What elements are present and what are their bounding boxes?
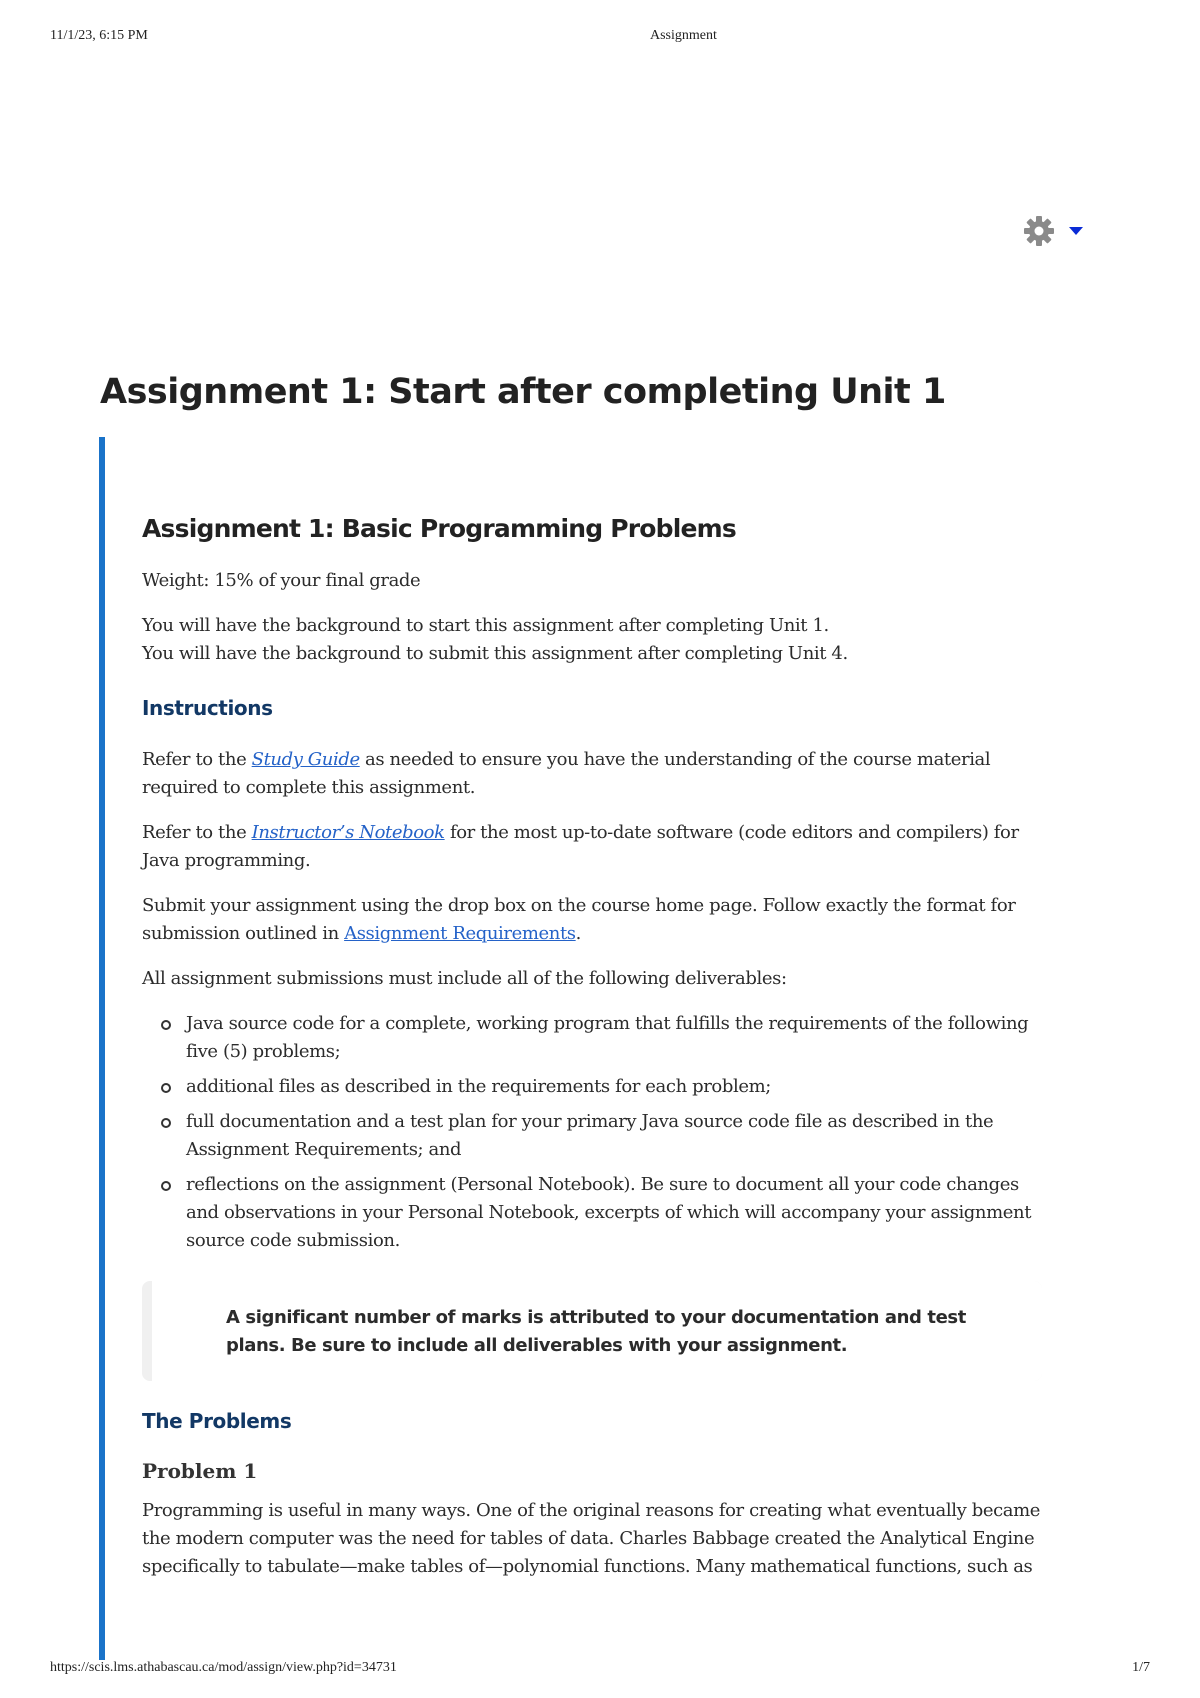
weight-text: Weight: 15% of your final grade xyxy=(142,570,421,591)
list-item xyxy=(142,1073,1042,1101)
print-datetime: 11/1/23, 6:15 PM xyxy=(50,28,148,43)
print-header xyxy=(0,28,1200,48)
background-text xyxy=(142,612,1042,668)
list-item-text: additional files as described in the requirements for each problem; xyxy=(186,1076,771,1097)
settings-menu-button[interactable] xyxy=(1024,216,1084,246)
caret-down-icon[interactable] xyxy=(1068,226,1084,236)
bullet-icon xyxy=(161,1181,171,1191)
assignment-content xyxy=(142,514,1042,1598)
print-footer xyxy=(0,1660,1200,1680)
bullet-icon xyxy=(161,1083,171,1093)
study-guide-link[interactable]: Study Guide xyxy=(251,749,360,770)
content-accent-bar xyxy=(99,437,105,1660)
page-title: Assignment 1: Start after completing Unit 1 xyxy=(100,372,946,412)
problem-1-heading: Problem 1 xyxy=(142,1459,258,1483)
list-item-text: reflections on the assignment (Personal Notebook). Be sure to document all your code changes and observations in your Personal Notebook, excerpts of which will accompany your assignment source code submission. xyxy=(186,1174,1032,1251)
instructions-heading: Instructions xyxy=(142,696,273,720)
list-item-text: Java source code for a complete, working program that fulfills the requirements of the following five (5) problems; xyxy=(186,1013,1029,1062)
callout-text: A significant number of marks is attributed to your documentation and test plans. Be sure to include all deliverables with your assignment. xyxy=(226,1307,966,1356)
para-text: as needed to ensure you have the understanding of the course material required to complete this assignment. xyxy=(142,749,991,798)
list-item xyxy=(142,1010,1042,1066)
instructors-notebook-link[interactable]: Instructor’s Notebook xyxy=(251,822,445,843)
list-item xyxy=(142,1171,1042,1255)
start-line: You will have the background to start this assignment after completing Unit 1. xyxy=(142,615,829,636)
submit-line: You will have the background to submit this assignment after completing Unit 4. xyxy=(142,643,848,664)
problems-heading: The Problems xyxy=(142,1409,292,1433)
callout-box xyxy=(142,1281,1042,1381)
para-text: for the most up-to-date software (code editors and compilers) for Java programming. xyxy=(142,822,1019,871)
list-item xyxy=(142,1108,1042,1164)
assignment-heading: Assignment 1: Basic Programming Problems xyxy=(142,514,736,543)
gear-icon[interactable] xyxy=(1024,216,1054,246)
bullet-icon xyxy=(161,1118,171,1128)
print-page-number: 1/7 xyxy=(1132,1660,1150,1675)
instructor-notebook-paragraph xyxy=(142,819,1042,875)
bullet-icon xyxy=(161,1020,171,1030)
assignment-requirements-link[interactable]: Assignment Requirements xyxy=(344,923,576,944)
print-url: https://scis.lms.athabascau.ca/mod/assign/view.php?id=34731 xyxy=(50,1660,397,1675)
list-item-text: full documentation and a test plan for your primary Java source code file as described in the Assignment Requirements; and xyxy=(186,1111,994,1160)
para-text: Refer to the xyxy=(142,822,252,843)
study-guide-paragraph xyxy=(142,746,1042,802)
para-text: . xyxy=(575,923,581,944)
submission-paragraph xyxy=(142,892,1042,948)
deliverables-intro: All assignment submissions must include all of the following deliverables: xyxy=(142,968,787,989)
deliverables-list xyxy=(142,1010,1042,1255)
problem-1-text: Programming is useful in many ways. One of the original reasons for creating what eventually became the modern computer was the need for tables of data. Charles Babbage created the Analytical Engine specifically to tabulate—make tables of—polynomial functions. Many mathematical functions, such as xyxy=(142,1500,1041,1577)
para-text: Submit your assignment using the drop box on the course home page. Follow exactly the format for submission outlined in xyxy=(142,895,1016,944)
print-page-title: Assignment xyxy=(650,28,717,43)
para-text: Refer to the xyxy=(142,749,252,770)
